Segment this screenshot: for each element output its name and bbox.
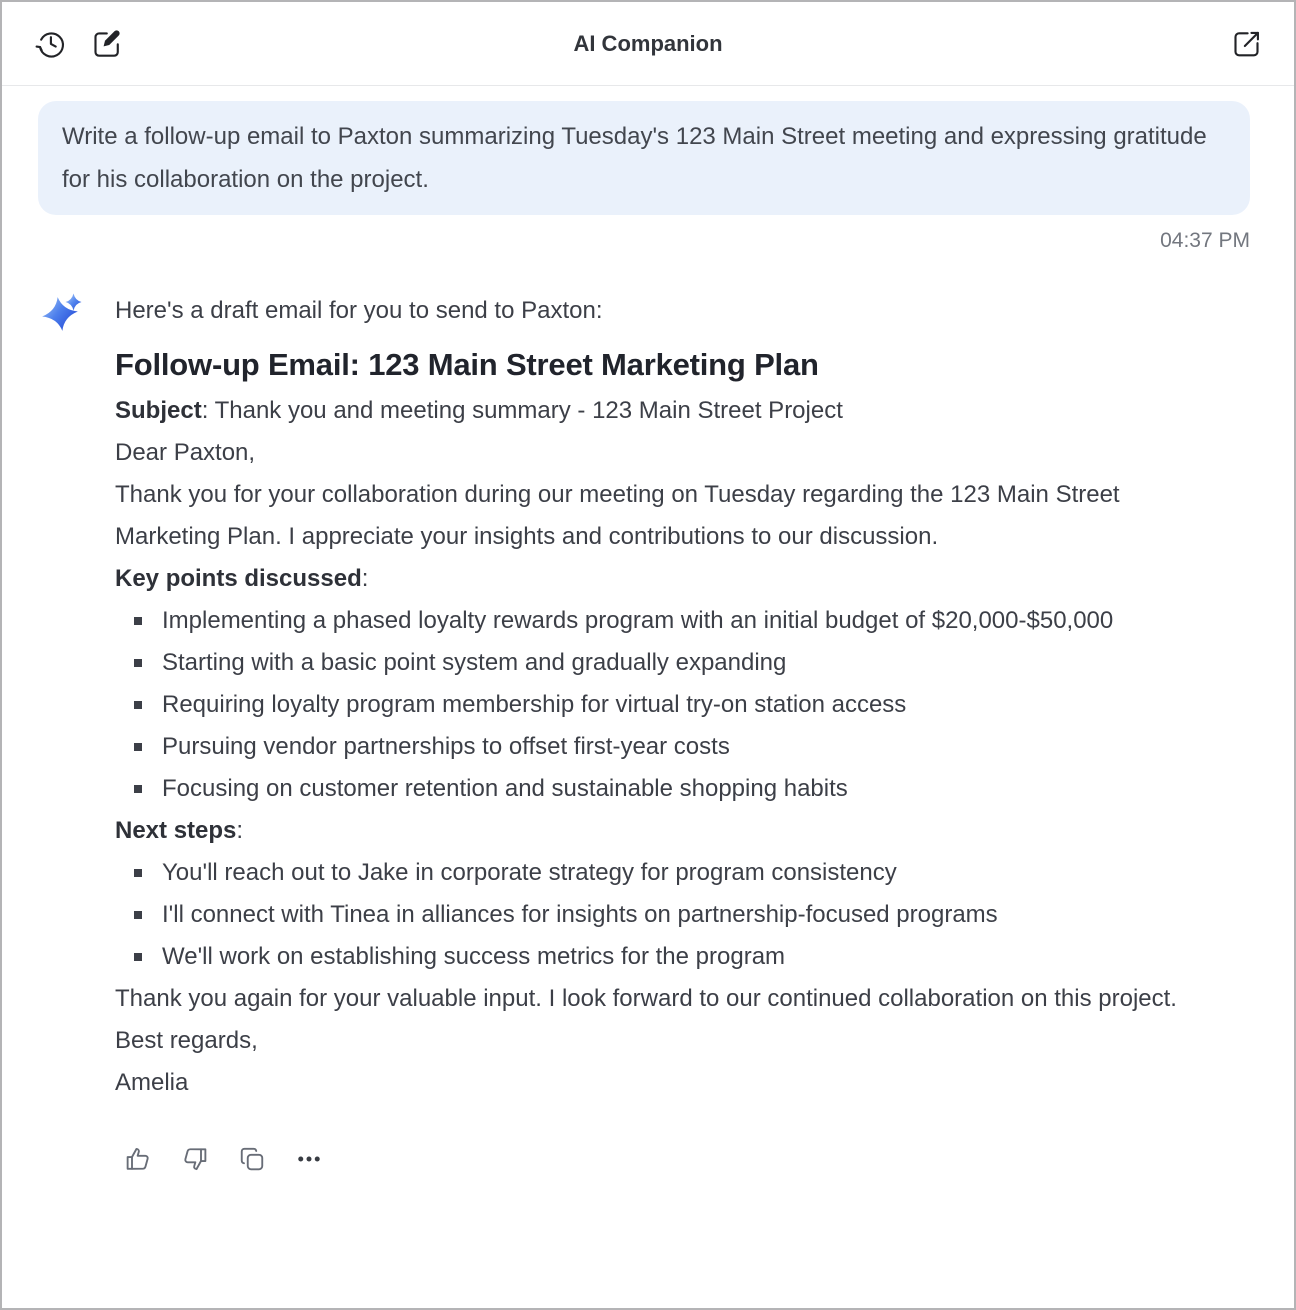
- page-title: AI Companion: [573, 30, 723, 56]
- list-item: Implementing a phased loyalty rewards program with an initial budget of $20,000-$50,000: [115, 600, 1219, 642]
- next-steps-label: Next steps: [115, 817, 237, 844]
- more-options-button[interactable]: [292, 1142, 325, 1175]
- ai-intro-text: Here's a draft email for you to send to Paxton:: [115, 297, 603, 324]
- list-item: We'll work on establishing success metrics for the program: [115, 936, 1219, 978]
- email-closing: Thank you again for your valuable input. I look forward to our continued collaboration on this project.: [115, 985, 1177, 1012]
- new-chat-button[interactable]: [86, 24, 126, 64]
- popout-icon: [1230, 27, 1263, 60]
- colon: :: [361, 565, 369, 592]
- list-item: Requiring loyalty program membership for virtual try-on station access: [115, 684, 1219, 726]
- copy-button[interactable]: [235, 1142, 268, 1175]
- email-signature: Amelia: [115, 1069, 189, 1096]
- ai-companion-sparkle-icon: [38, 290, 84, 336]
- header: [2, 2, 1294, 86]
- colon: :: [236, 817, 244, 844]
- thumbs-down-button[interactable]: [178, 1142, 211, 1175]
- list-item: You'll reach out to Jake in corporate strategy for program consistency: [115, 852, 1219, 894]
- next-steps-list: [115, 852, 1219, 978]
- list-item: Focusing on customer retention and sustainable shopping habits: [115, 768, 1219, 810]
- history-button[interactable]: [30, 24, 70, 64]
- history-icon: [34, 27, 67, 60]
- bullet-icon: [134, 911, 142, 919]
- chat-area: [2, 86, 1294, 1308]
- key-points-label: Key points discussed: [115, 565, 362, 592]
- bullet-icon: [134, 701, 142, 709]
- bullet-icon: [134, 659, 142, 667]
- email-draft-title: Follow-up Email: 123 Main Street Marketing Plan: [115, 347, 819, 382]
- user-message-text: Write a follow-up email to Paxton summarizing Tuesday's 123 Main Street meeting and expressing gratitude for his collaboration on the project.: [62, 123, 1207, 193]
- email-signoff: Best regards,: [115, 1027, 258, 1054]
- ai-message: [38, 290, 1294, 1175]
- ai-message-content: [115, 290, 1219, 1175]
- key-points-list: [115, 600, 1219, 810]
- bullet-icon: [134, 743, 142, 751]
- email-greeting: Dear Paxton,: [115, 439, 256, 466]
- key-points-heading: [115, 558, 1219, 600]
- message-actions: [121, 1142, 1219, 1175]
- bullet-icon: [134, 953, 142, 961]
- thumbs-down-icon: [180, 1144, 210, 1174]
- copy-icon: [237, 1144, 267, 1174]
- bullet-icon: [134, 869, 142, 877]
- thumbs-up-button[interactable]: [121, 1142, 154, 1175]
- subject-label: Subject: [115, 397, 202, 424]
- email-subject-line: [115, 390, 1219, 432]
- header-right-actions: [1226, 24, 1266, 64]
- message-timestamp: 04:37 PM: [1160, 229, 1250, 252]
- subject-text: : Thank you and meeting summary - 123 Main Street Project: [201, 397, 843, 424]
- list-item: Pursuing vendor partnerships to offset first-year costs: [115, 726, 1219, 768]
- list-item: I'll connect with Tinea in alliances for insights on partnership-focused programs: [115, 894, 1219, 936]
- thumbs-up-icon: [123, 1144, 153, 1174]
- bullet-icon: [134, 785, 142, 793]
- email-paragraph: Thank you for your collaboration during our meeting on Tuesday regarding the 123 Main Street Marketing Plan. I appreciate your insights and contributions to our discussion.: [115, 481, 1120, 550]
- user-message-bubble: [38, 101, 1250, 215]
- bullet-icon: [134, 617, 142, 625]
- header-left-actions: [30, 24, 126, 64]
- popout-button[interactable]: [1226, 24, 1266, 64]
- ellipsis-icon: [294, 1144, 324, 1174]
- list-item: Starting with a basic point system and gradually expanding: [115, 642, 1219, 684]
- next-steps-heading: [115, 810, 1219, 852]
- compose-icon: [90, 27, 123, 60]
